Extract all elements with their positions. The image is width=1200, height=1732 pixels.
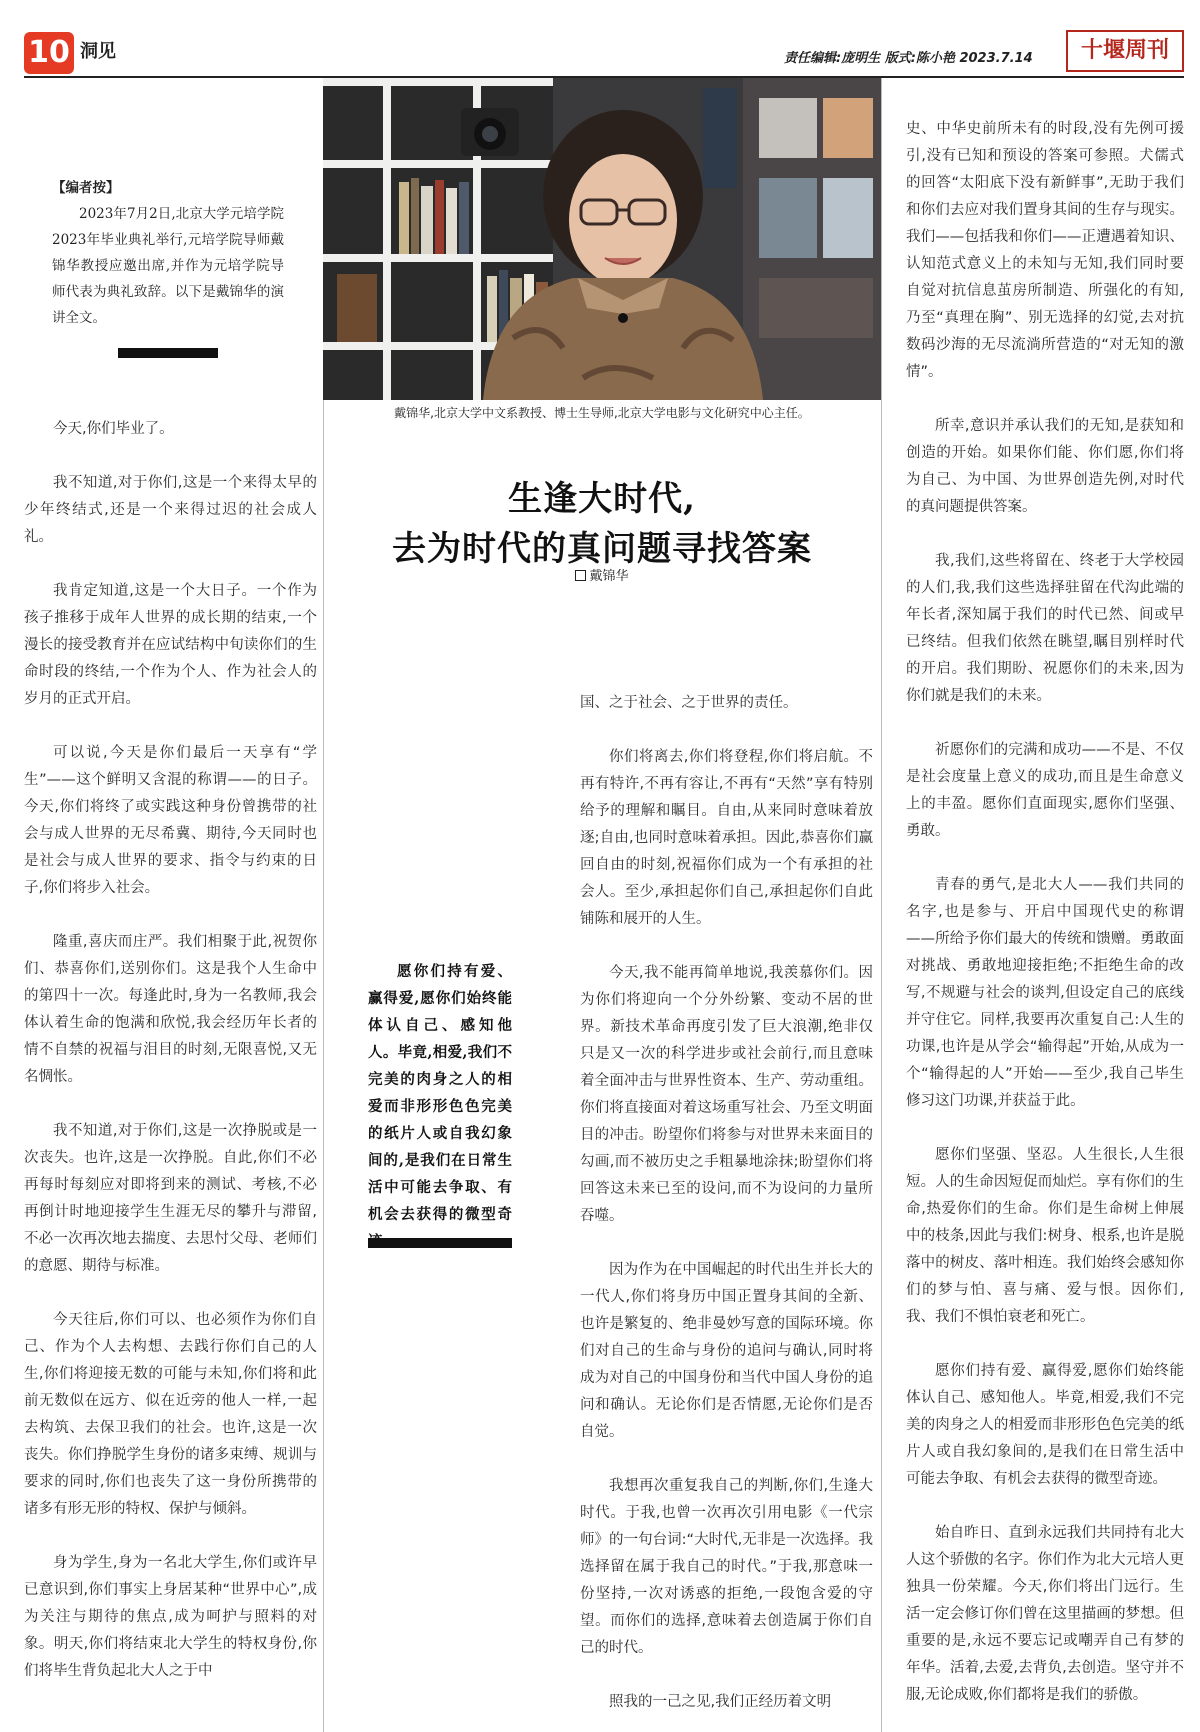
note-divider-bar: [118, 348, 218, 358]
paragraph: 所幸,意识并承认我们的无知,是获知和创造的开始。如果你们能、你们愿,你们将为自己、为中国、为世界创造先例,对时代的真问题提供答案。: [906, 418, 1184, 515]
paragraph: 始自昨日、直到永远我们共同持有北大人这个骄傲的名字。你们作为北大元培人更独具一份荣耀。今天,你们将出门远行。生活一定会修订你们曾在这里描画的梦想。但重要的是,永远不要忘记或嘲弄自己有梦的年华。活着,去爱,去背负,去创造。坚守并不服,无论成败,你们都将是我们的骄傲。: [906, 1525, 1184, 1703]
paragraph: 我想再次重复我自己的判断,你们,生逢大时代。于我,也曾一次再次引用电影《一代宗师》的一句台词:“大时代,无非是一次选择。我选择留在属于我自己的时代。”于我,那意味一份坚持,一次对诱惑的拒绝,一段饱含爱的守望。而你们的选择,意味着去创造属于你们自己的时代。: [580, 1478, 873, 1656]
section-name: 洞见: [80, 41, 116, 62]
paragraph: 我不知道,对于你们,这是一次挣脱或是一次丧失。也许,这是一次挣脱。自此,你们不必再每时每刻应对即将到来的测试、考核,不必再倒计时地迎接学生生涯无尽的攀升与滞留,不必一次再次地去揣度、去思忖父母、老师们的意愿、期待与标准。: [24, 1123, 317, 1274]
portrait-photo: [323, 78, 881, 400]
paragraph: 史、中华史前所未有的时段,没有先例可援引,没有已知和预设的答案可参照。犬儒式的回答“太阳底下没有新鲜事”,无助于我们和你们去应对我们置身其间的生存与现实。我们——包括我和你们——正遭遇着知识、认知范式意义上的未知与无知,我们同时要自觉对抗信息茧房所制造、所强化的有知,乃至“真理在胸”、别无选择的幻觉,去对抗数码沙海的无尽流淌所营造的“对无知的激情”。: [906, 121, 1184, 380]
article-title: [323, 474, 881, 574]
paragraph: 照我的一己之见,我们正经历着文明: [609, 1694, 832, 1710]
pull-quote: 愿你们持有爱、赢得爱,愿你们始终能体认自己、感知他人。毕竟,相爱,我们不完美的肉身之人的相爱而非形形色色完美的纸片人或自我幻象间的,是我们在日常生活中可能去争取、有机会去获得的微型奇: [368, 963, 512, 1223]
photo-caption: 戴锦华,北京大学中文系教授、博士生导师,北京大学电影与文化研究中心主任。: [394, 406, 810, 420]
author-name: 戴锦华: [589, 569, 629, 584]
page-number-badge: 10: [24, 32, 74, 74]
paragraph: 祈愿你们的完满和成功——不是、不仅是社会度量上意义的成功,而且是生命意义上的丰盈。愿你们直面现实,愿你们坚强、勇敢。: [906, 742, 1184, 839]
paragraph: 身为学生,身为一名北大学生,你们或许早已意识到,你们事实上身居某种“世界中心”,成为关注与期待的焦点,成为呵护与照料的对象。明天,你们将结束北大学生的特权身份,你们将毕生背负起北大人之于中: [24, 1555, 317, 1679]
paragraph: 愿你们持有爱、赢得爱,愿你们始终能体认自己、感知他人。毕竟,相爱,我们不完美的肉身之人的相爱而非形形色色完美的纸片人或自我幻象间的,是我们在日常生活中可能去争取、有机会去获得的微型奇迹。: [906, 1363, 1184, 1487]
editor-note-text: 2023年7月2日,北京大学元培学院2023年毕业典礼举行,元培学院导师戴锦华教授应邀出席,并作为元培学院导师代表为典礼致辞。以下是戴锦华的演讲全文。: [52, 206, 284, 326]
editor-meta: 责任编辑:庞明生 版式:陈小艳 2023.7.14: [784, 51, 1033, 66]
paragraph: 你们将离去,你们将登程,你们将启航。不再有特许,不再有容让,不再有“天然”享有特别给予的理解和瞩目。自由,从来同时意味着放逐;自由,也同时意味着承担。因此,恭喜你们赢回自由的时刻,祝福你们成为一个有承担的社会人。至少,承担起你们自己,承担起你们自此铺陈和展开的人生。: [580, 749, 873, 927]
page-header: [24, 30, 1184, 76]
paragraph: 可以说,今天是你们最后一天享有“学生”——这个鲜明又含混的称谓——的日子。今天,你们将终了或实践这种身份曾携带的社会与成人世界的无尽希冀、期待,今天同时也是社会与成人世界的要求、指令与约束的日子,你们将步入社会。: [24, 745, 317, 896]
editor-note: [52, 175, 284, 331]
paragraph: 愿你们坚强、坚忍。人生很长,人生很短。人的生命因短促而灿烂。享有你们的生命,热爱你们的生命。你们是生命树上伸展中的枝条,因此与我们:树身、根系,也许是脱落中的树皮、落叶相连。我们始终会感知你们的梦与怕、喜与痛、爱与恨。因你们,我、我们不惧怕衰老和死亡。: [906, 1147, 1184, 1325]
title-line-1: 生逢大时代,: [508, 479, 696, 519]
paragraph: 青春的勇气,是北大人——我们共同的名字,也是参与、开启中国现代史的称谓——所给予你们最大的传统和馈赠。勇敢面对挑战、勇敢地迎接拒绝;不拒绝生命的改写,不规避与社会的谈判,但设定自己的底线并守住它。同样,我要再次重复自己:人生的功课,也许是从学会“输得起”开始,从成为一个“输得起的人”开始——至少,我自己毕生修习这门功课,并获益于此。: [906, 877, 1184, 1109]
brand-logo: 十堰周刊: [1066, 30, 1184, 72]
paragraph: 国、之于社会、之于世界的责任。: [580, 695, 798, 711]
article-column-3: [906, 116, 1184, 1732]
title-line-2: 去为时代的真问题寻找答案: [392, 529, 812, 569]
byline: [323, 568, 881, 586]
paragraph: 隆重,喜庆而庄严。我们相聚于此,祝贺你们、恭喜你们,送别你们。这是我个人生命中的第四十一次。每逢此时,身为一名教师,我会体认着生命的饱满和欣悦,我会经历年长者的情不自禁的祝福与泪目的时刻,无限喜悦,又无名惆怅。: [24, 934, 317, 1085]
article-column-2: [580, 690, 873, 1732]
article-column-1: [24, 416, 317, 1712]
editor-note-heading: 【编者按】: [52, 180, 120, 196]
paragraph: 我,我们,这些将留在、终老于大学校园的人们,我,我们这些选择驻留在代沟此端的年长者,深知属于我们的时代已然、间或早已终结。但我们依然在眺望,瞩目别样时代的开启。我们期盼、祝愿你们的未来,因为你们就是我们的未来。: [906, 553, 1184, 704]
column-divider: [881, 78, 882, 1732]
paragraph: 今天往后,你们可以、也必须作为你们自己、作为个人去构想、去践行你们自己的人生,你们将迎接无数的可能与未知,你们将和此前无数似在远方、似在近旁的他人一样,一起去构筑、去保卫我们的社会。也许,这是一次丧失。你们挣脱学生身份的诸多束缚、规训与要求的同时,你们也丧失了这一身份所携带的诸多有形无形的特权、保护与倾斜。: [24, 1312, 317, 1517]
paragraph: 我不知道,对于你们,这是一个来得太早的少年终结式,还是一个来得过迟的社会成人礼。: [24, 475, 317, 545]
byline-box-icon: [575, 570, 586, 581]
paragraph: 因为作为在中国崛起的时代出生并长大的一代人,你们将身历中国正置身其间的全新、也许是繁复的、绝非曼妙写意的国际环境。你们对自己的生命与身份的追问与确认,同时将成为对自己的中国身份和当代中国人身份的追问和确认。无论你们是否情愿,无论你们是否自觉。: [580, 1262, 873, 1440]
paragraph: 我肯定知道,这是一个大日子。一个作为孩子推移于成年人世界的成长期的结束,一个漫长的接受教育并在应试结构中旬读你们的生命时段的终结,一个作为个人、作为社会人的岁月的正式开启。: [24, 583, 317, 707]
paragraph: 今天,你们毕业了。: [53, 421, 174, 437]
pull-quote-bar: [368, 1238, 512, 1248]
paragraph: 今天,我不能再简单地说,我羡慕你们。因为你们将迎向一个分外纷繁、变动不居的世界。新技术革命再度引发了巨大浪潮,绝非仅只是又一次的科学进步或社会前行,而且意味着全面冲击与世界性资本、生产、劳动重组。你们将直接面对着这场重写社会、乃至文明面目的冲击。盼望你们将参与对世界未来面目的勾画,而不被历史之手粗暴地涂抹;盼望你们将回答这未来已至的设问,而不为设问的力量所吞噬。: [580, 965, 873, 1224]
